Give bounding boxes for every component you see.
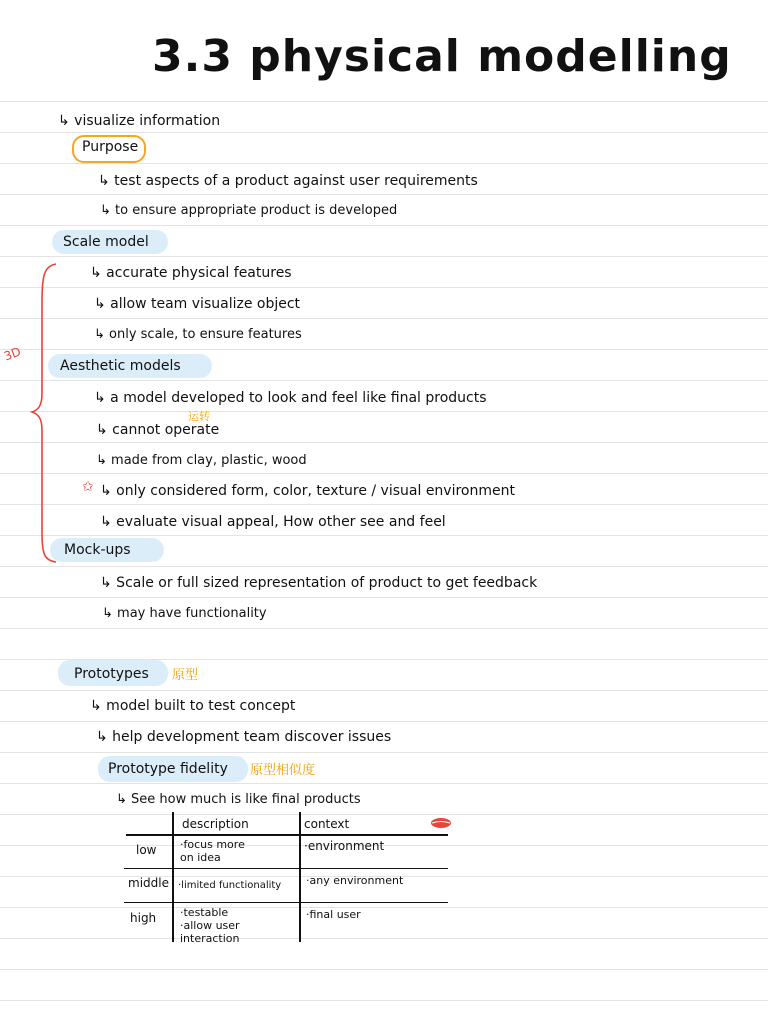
prototypes-annotation: 原型 [172, 668, 199, 683]
prototypes-item-1: ↳ model built to test concept [90, 698, 296, 714]
aesthetic-item-4: ↳ only considered form, color, texture / visual environment [100, 483, 515, 499]
table-header-rule [126, 834, 448, 836]
star-icon: ✩ [82, 479, 94, 495]
table-row-middle-description: ·limited functionality [178, 880, 282, 891]
table-row-rule-2 [124, 902, 448, 903]
lips-sticker-icon [430, 817, 452, 829]
table-row-rule-1 [124, 868, 448, 869]
aesthetic-label: Aesthetic models [60, 358, 181, 374]
scale-model-label: Scale model [63, 234, 149, 250]
scale-model-item-1: ↳ accurate physical features [90, 265, 292, 281]
table-header-context: context [304, 817, 350, 831]
table-row-high-level: high [130, 911, 157, 925]
fidelity-label: Prototype fidelity [108, 761, 228, 777]
table-row-low-level: low [136, 843, 157, 857]
scale-model-item-2: ↳ allow team visualize object [94, 296, 301, 312]
prototypes-label: Prototypes [74, 666, 149, 682]
aesthetic-item-2: ↳ cannot operate [96, 422, 220, 438]
fidelity-item: ↳ See how much is like final products [116, 792, 361, 807]
page-title: 3.3 physical modelling [152, 31, 732, 82]
aesthetic-annotation: 运转 [188, 410, 210, 423]
purpose-label: Purpose [82, 139, 139, 155]
aesthetic-item-5: ↳ evaluate visual appeal, How other see and feel [100, 514, 446, 530]
mockups-label: Mock-ups [64, 542, 131, 558]
brace-note: 3D [2, 344, 23, 364]
table-row-low-description: ·focus more on idea [180, 838, 245, 864]
aesthetic-item-3: ↳ made from clay, plastic, wood [96, 453, 307, 468]
mockups-item-1: ↳ Scale or full sized representation of product to get feedback [100, 575, 538, 591]
table-row-middle-context: ·any environment [306, 874, 404, 887]
table-row-high-context: ·final user [306, 908, 361, 921]
table-header-description: description [182, 817, 249, 831]
fidelity-annotation: 原型相似度 [250, 763, 316, 778]
table-row-high-description: ·testable ·allow user interaction [180, 906, 240, 945]
purpose-item-2: ↳ to ensure appropriate product is developed [100, 203, 398, 218]
table-col-divider-1 [172, 812, 174, 942]
mockups-item-2: ↳ may have functionality [102, 606, 267, 621]
scale-model-item-3: ↳ only scale, to ensure features [94, 327, 302, 342]
table-row-middle-level: middle [128, 876, 169, 890]
table-row-low-context: ·environment [304, 839, 385, 853]
table-col-divider-2 [299, 812, 301, 942]
purpose-item-1: ↳ test aspects of a product against user requirements [98, 173, 478, 189]
visualize-line: ↳ visualize information [58, 113, 221, 129]
aesthetic-item-1: ↳ a model developed to look and feel like final products [94, 390, 487, 406]
prototypes-item-2: ↳ help development team discover issues [96, 729, 392, 745]
brace-mark [30, 262, 60, 564]
